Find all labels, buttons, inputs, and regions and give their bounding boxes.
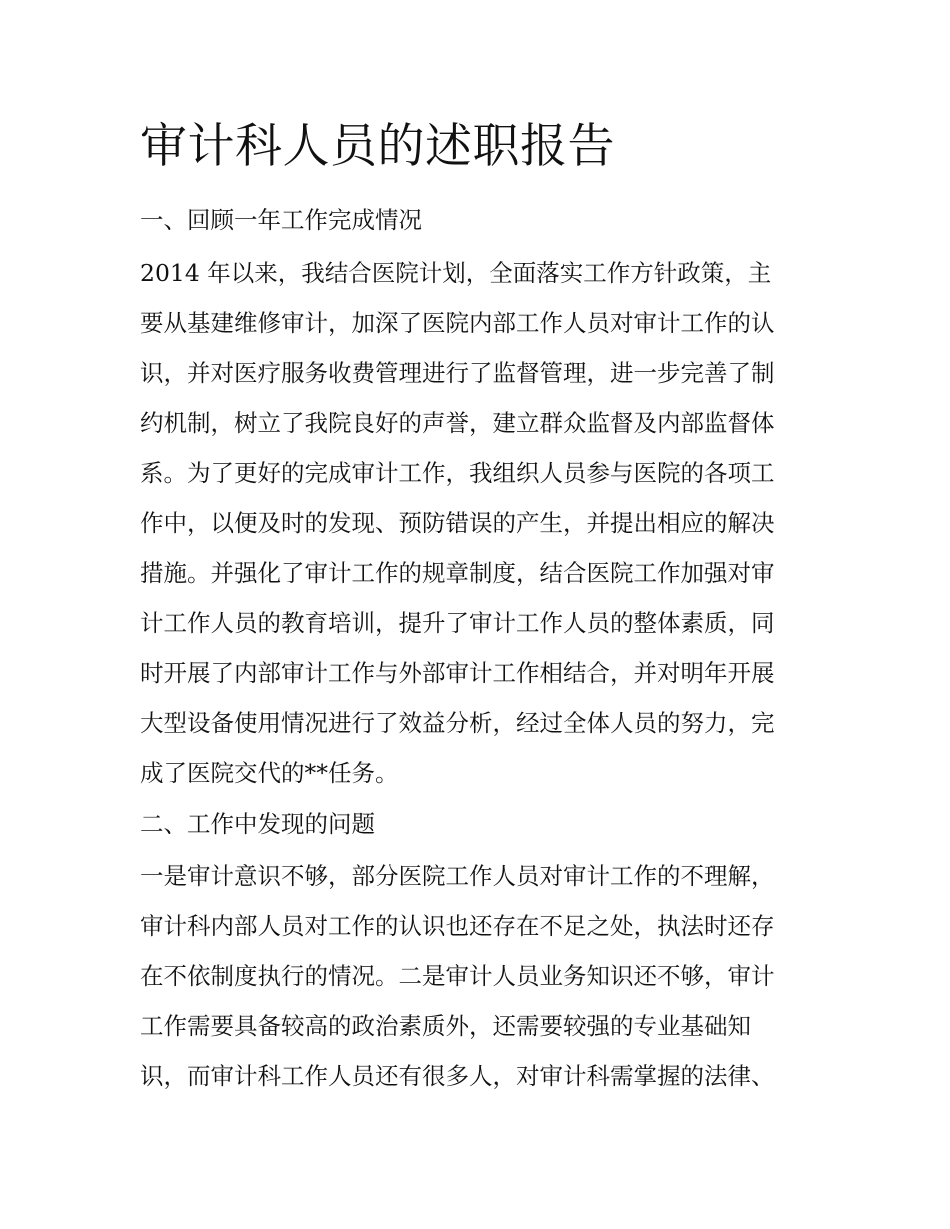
body-line: 约机制，树立了我院良好的声誉，建立群众监督及内部监督体 xyxy=(140,409,775,437)
body-line: 2014 年以来，我结合医院计划，全面落实工作方针政策，主 xyxy=(140,259,772,287)
body-line: 大型设备使用情况进行了效益分析，经过全体人员的努力，完 xyxy=(140,709,775,737)
body-line: 识，并对医疗服务收费管理进行了监督管理，进一步完善了制 xyxy=(140,359,775,387)
section-heading: 一、回顾一年工作完成情况 xyxy=(140,206,422,234)
body-line: 识，而审计科工作人员还有很多人，对审计科需掌握的法律、 xyxy=(140,1062,775,1090)
body-line: 工作需要具备较高的政治素质外，还需要较强的专业基础知 xyxy=(140,1012,751,1040)
body-line: 作中，以便及时的发现、预防错误的产生，并提出相应的解决 xyxy=(140,509,775,537)
body-line: 审计科内部人员对工作的认识也还存在不足之处，执法时还存 xyxy=(140,912,775,940)
body-line: 要从基建维修审计，加深了医院内部工作人员对审计工作的认 xyxy=(140,309,775,337)
section-heading: 二、工作中发现的问题 xyxy=(140,810,375,838)
body-line: 措施。并强化了审计工作的规章制度，结合医院工作加强对审 xyxy=(140,559,775,587)
body-line: 时开展了内部审计工作与外部审计工作相结合，并对明年开展 xyxy=(140,659,775,687)
body-line: 系。为了更好的完成审计工作，我组织人员参与医院的各项工 xyxy=(140,459,775,487)
document-title: 审计科人员的述职报告 xyxy=(140,119,615,174)
body-line: 一是审计意识不够，部分医院工作人员对审计工作的不理解， xyxy=(140,862,775,890)
body-line: 计工作人员的教育培训，提升了审计工作人员的整体素质，同 xyxy=(140,609,775,637)
body-line: 成了医院交代的**任务。 xyxy=(140,759,399,787)
body-line: 在不依制度执行的情况。二是审计人员业务知识还不够，审计 xyxy=(140,962,775,990)
